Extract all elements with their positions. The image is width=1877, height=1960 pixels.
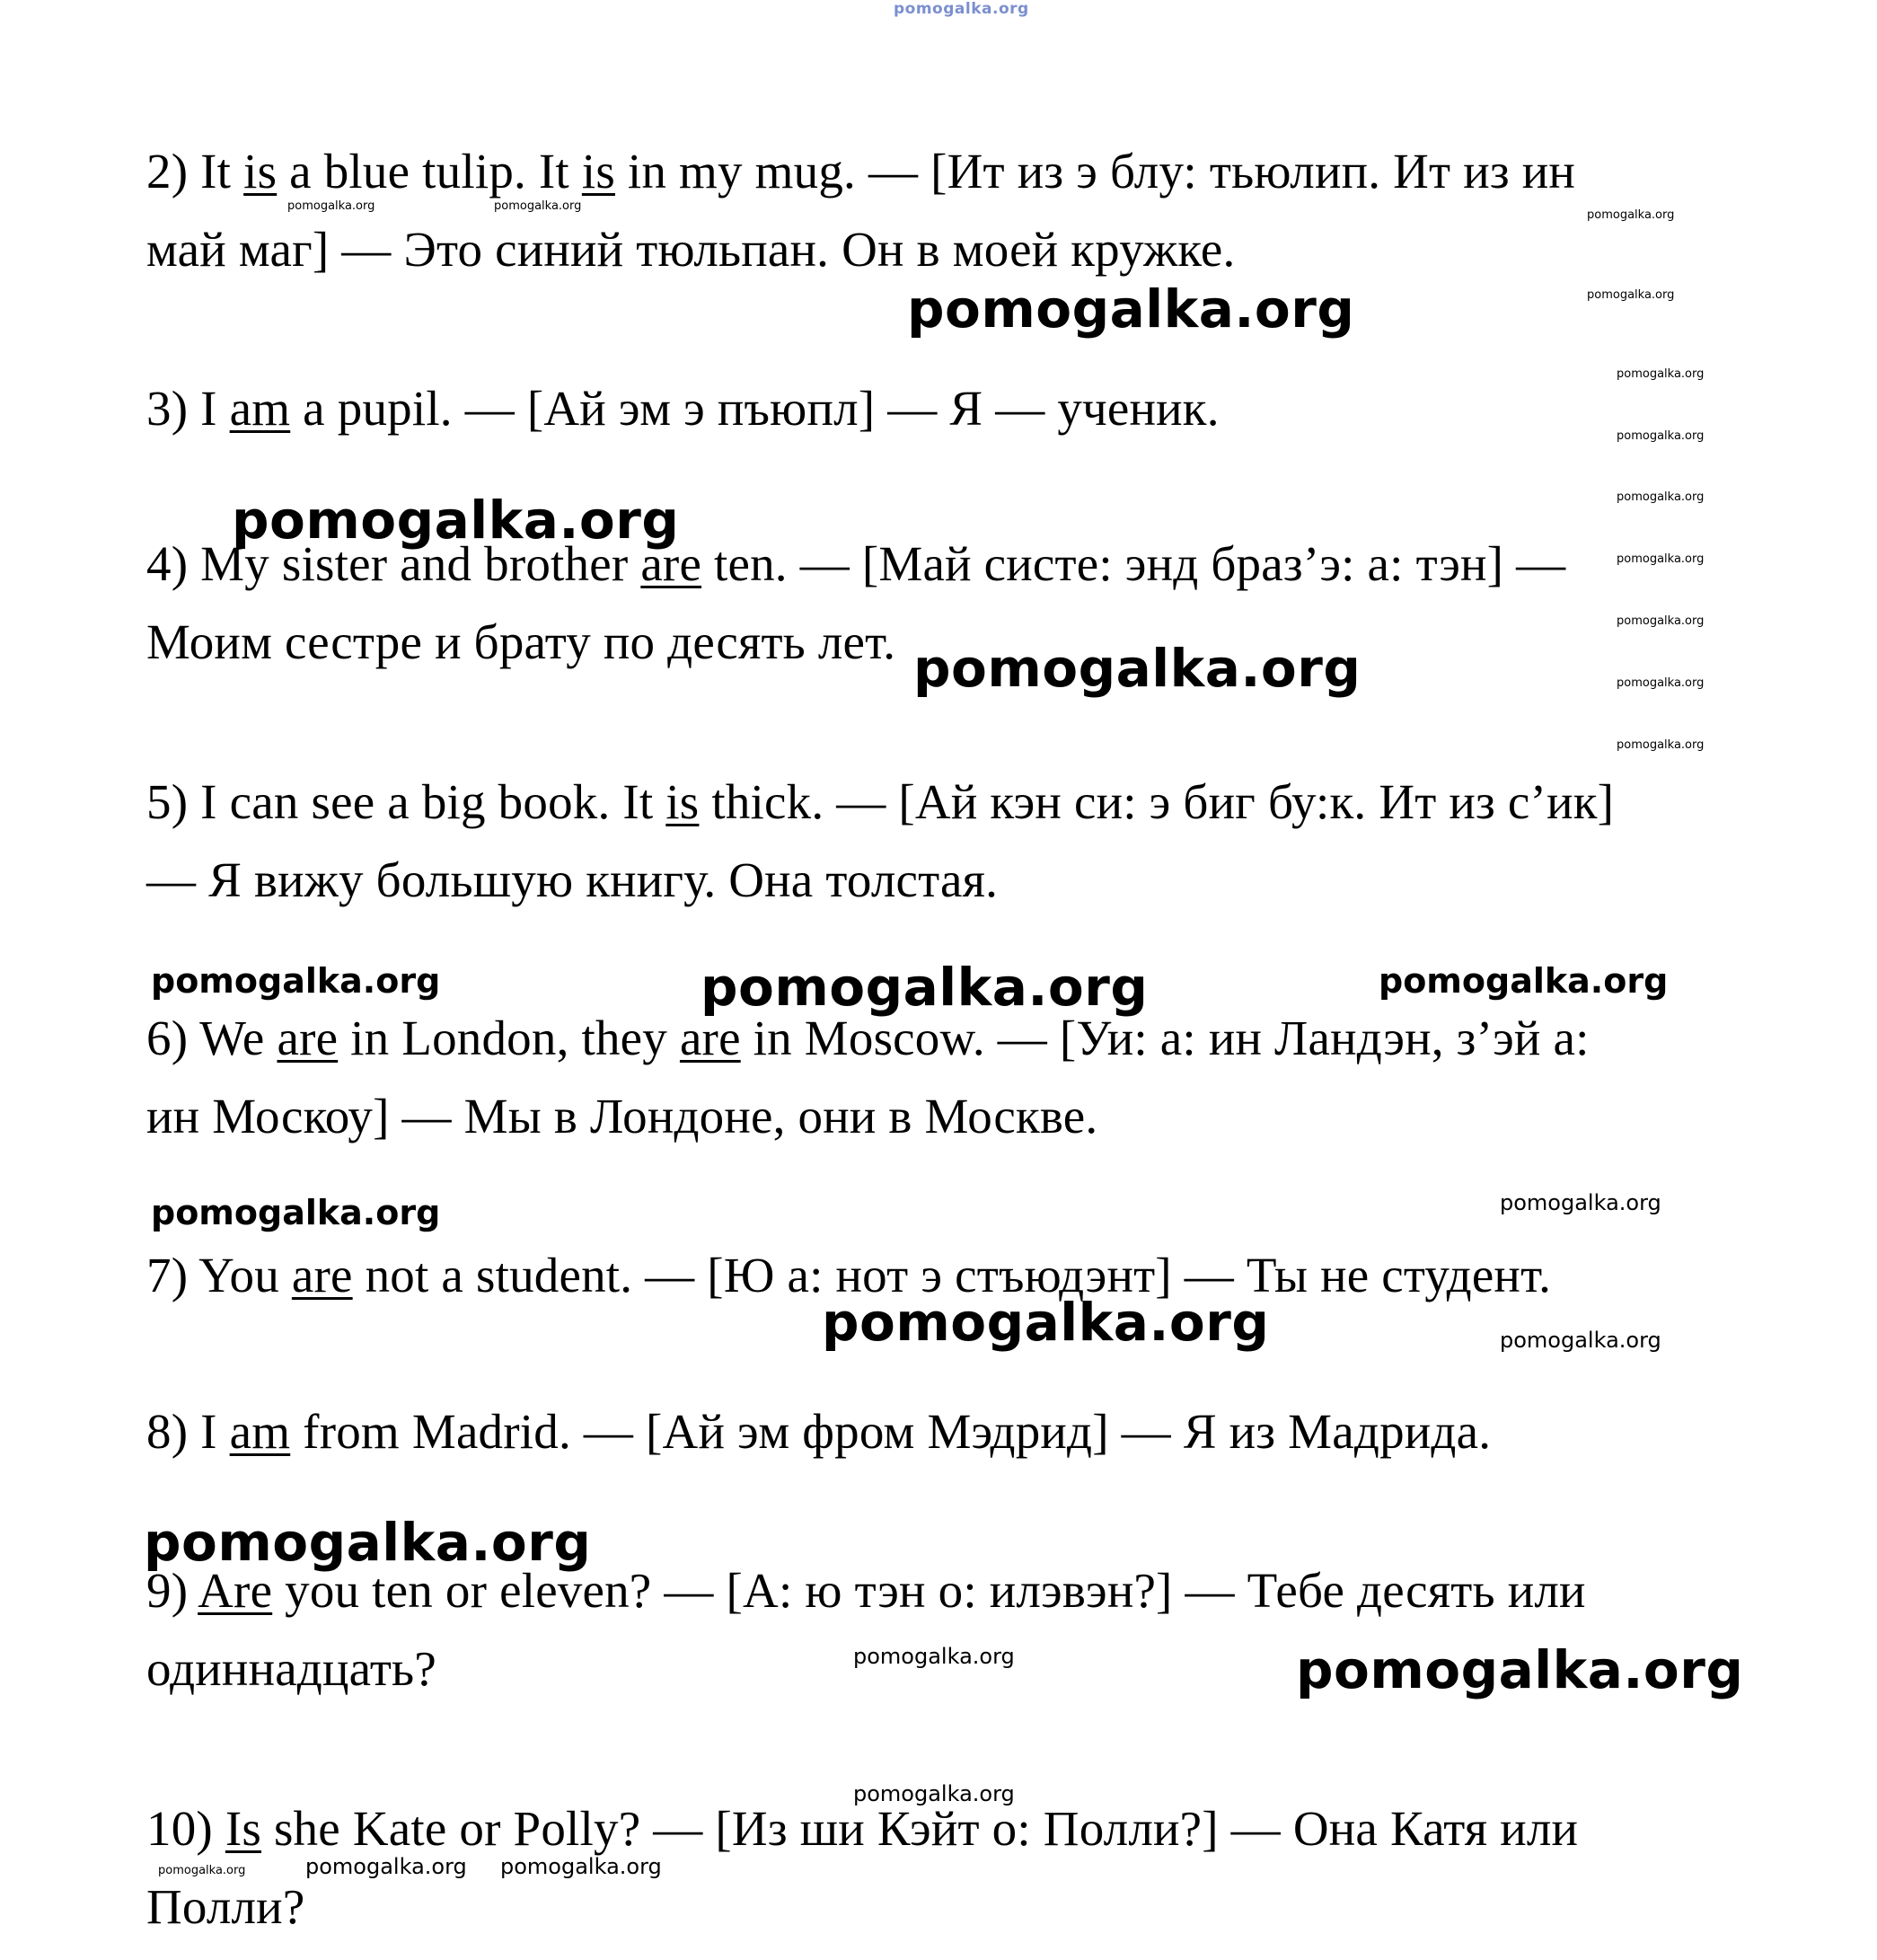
answer-5-line-1 [146, 773, 1614, 832]
watermark-text: pomogalka.org [853, 1781, 1015, 1806]
underlined-verb: am [229, 381, 291, 436]
text-run: одиннадцать? [146, 1641, 436, 1696]
underlined-verb: is [243, 144, 278, 199]
watermark-text: pomogalka.org [151, 961, 441, 1001]
text-run: in London, they [338, 1011, 680, 1065]
watermark-text: pomogalka.org [232, 490, 680, 551]
text-run: 10) [146, 1801, 225, 1856]
underlined-verb: are [679, 1011, 741, 1065]
watermark-text: pomogalka.org [1617, 490, 1705, 504]
watermark-text: pomogalka.org [305, 1854, 467, 1879]
text-run: a pupil. — [Ай эм э пъюпл] — Я — ученик. [290, 381, 1220, 436]
text-run: 2) It [146, 144, 244, 199]
text-run: 3) I [146, 381, 230, 436]
text-run: thick. — [Ай кэн си: э биг бу:к. Ит из с’ик] [699, 774, 1615, 829]
answer-8-line-1 [146, 1402, 1491, 1461]
watermark-text: pomogalka.org [1587, 288, 1675, 302]
underlined-verb: is [665, 774, 700, 829]
answer-9-line-2 [146, 1639, 436, 1699]
text-run: not a student. — [Ю а: нот э стъюдэнт] — Ты не студент. [352, 1248, 1552, 1302]
text-run: май маг] — Это синий тюльпан. Он в моей кружке. [146, 222, 1236, 277]
watermark-text: pomogalka.org [1617, 552, 1705, 566]
answer-10-line-1 [146, 1799, 1578, 1858]
text-run: 4) My sister and brother [146, 536, 641, 591]
watermark-text: pomogalka.org [907, 278, 1355, 340]
answer-4-line-2 [146, 613, 895, 672]
watermark-text: pomogalka.org [1500, 1190, 1661, 1215]
watermark-text: pomogalka.org [853, 1644, 1015, 1669]
watermark-text: pomogalka.org [1587, 208, 1675, 222]
underlined-verb: are [640, 536, 702, 591]
watermark-text: pomogalka.org [913, 638, 1361, 699]
underlined-verb: are [277, 1011, 339, 1065]
text-run: 7) You [146, 1248, 292, 1302]
answer-2-line-1 [146, 142, 1575, 201]
watermark-text: pomogalka.org [1617, 738, 1705, 752]
watermark-text: pomogalka.org [822, 1292, 1270, 1353]
watermark-text: pomogalka.org [287, 199, 375, 213]
underlined-verb: is [581, 144, 615, 199]
answer-6-line-2 [146, 1087, 1097, 1146]
site-link[interactable]: pomogalka.org [894, 0, 1029, 18]
text-run: a blue tulip. It [277, 144, 582, 199]
answer-10-line-2 [146, 1877, 304, 1937]
text-run: 5) I can see a big book. It [146, 774, 666, 829]
watermark-text: pomogalka.org [158, 1864, 246, 1877]
text-run: — Я вижу большую книгу. Она толстая. [146, 852, 999, 907]
watermark-text: pomogalka.org [1617, 614, 1705, 628]
underlined-verb: Are [198, 1563, 273, 1618]
answer-5-line-2 [146, 851, 998, 910]
watermark-text: pomogalka.org [1379, 961, 1669, 1001]
watermark-text: pomogalka.org [1296, 1639, 1744, 1700]
watermark-text: pomogalka.org [1617, 367, 1705, 381]
text-run: 8) I [146, 1404, 230, 1459]
watermark-text: pomogalka.org [144, 1512, 592, 1573]
text-run: in my mug. — [Ит из э блу: тьюлип. Ит из ин [614, 144, 1575, 199]
watermark-text: pomogalka.org [1617, 676, 1705, 690]
watermark-text: pomogalka.org [1617, 429, 1705, 443]
watermark-text: pomogalka.org [151, 1193, 441, 1232]
answer-2-line-2 [146, 220, 1235, 279]
underlined-verb: Is [225, 1801, 261, 1856]
watermark-text: pomogalka.org [701, 957, 1149, 1018]
text-run: 6) We [146, 1011, 278, 1065]
text-run: from Madrid. — [Ай эм фром Мэдрид] — Я из Мадрида. [290, 1404, 1492, 1459]
text-run: 9) [146, 1563, 198, 1618]
text-run: ten. — [Май систе: энд браз’э: а: тэн] — [701, 536, 1566, 591]
watermark-text: pomogalka.org [494, 199, 582, 213]
text-run: Моим сестре и брату по десять лет. [146, 614, 896, 669]
text-run: Полли? [146, 1879, 305, 1934]
text-run: in Moscow. — [Уи: а: ин Ландэн, з’эй а: [740, 1011, 1590, 1065]
watermark-text: pomogalka.org [1500, 1328, 1661, 1353]
text-run: she Kate or Polly? — [Из ши Кэйт о: Полли?] — Она Катя или [261, 1801, 1579, 1856]
underlined-verb: are [291, 1248, 353, 1302]
answer-3-line-1 [146, 379, 1220, 438]
text-run: you ten or eleven? — [А: ю тэн о: илэвэн?] — Тебе десять или [272, 1563, 1586, 1618]
underlined-verb: am [229, 1404, 291, 1459]
watermark-text: pomogalka.org [500, 1854, 662, 1879]
text-run: ин Москоу] — Мы в Лондоне, они в Москве. [146, 1089, 1098, 1143]
